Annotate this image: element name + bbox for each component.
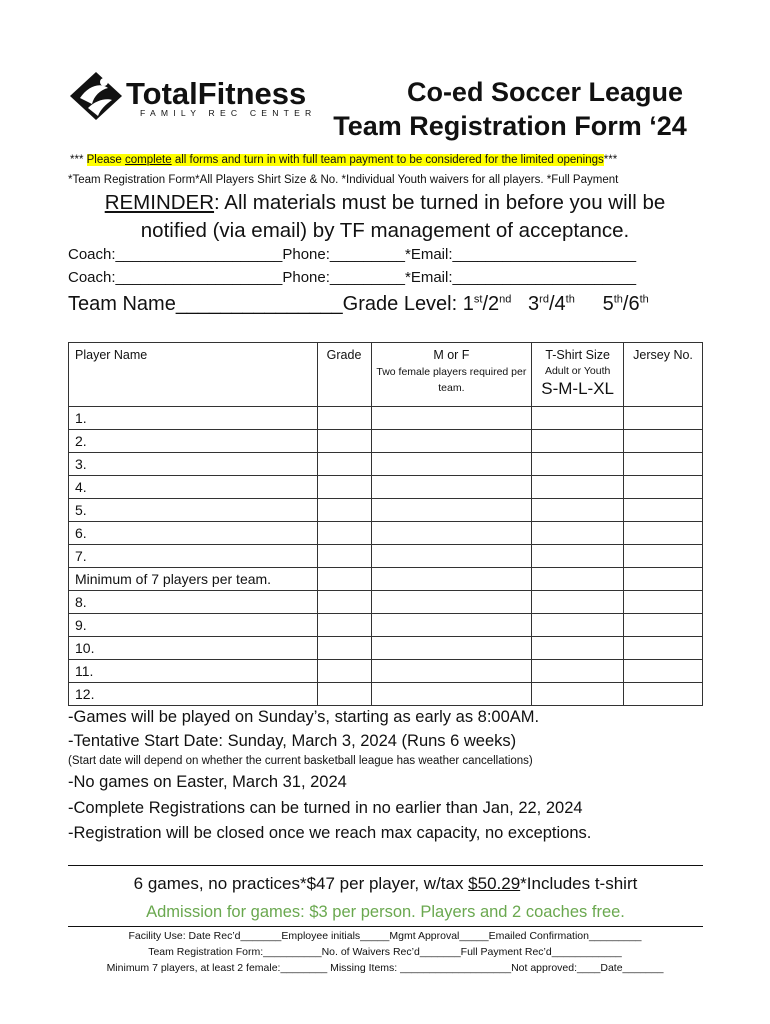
jersey-cell[interactable] <box>624 568 703 591</box>
gender-cell[interactable] <box>371 614 532 637</box>
team-name-blank[interactable]: _______________ <box>175 293 343 315</box>
gender-cell[interactable] <box>371 660 532 683</box>
grade-cell[interactable] <box>317 522 371 545</box>
jersey-cell[interactable] <box>624 430 703 453</box>
grade-sup-5: th <box>613 293 623 306</box>
tshirt-cell[interactable] <box>532 568 624 591</box>
player-name-cell[interactable]: 12. <box>69 683 318 706</box>
table-row <box>69 614 703 637</box>
table-row <box>69 591 703 614</box>
facility-use-line-3[interactable]: Minimum 7 players, at least 2 female:________ Missing Items: ___________________Not approved:____Date_______ <box>106 962 664 974</box>
jersey-cell[interactable] <box>624 522 703 545</box>
tshirt-cell[interactable] <box>532 660 624 683</box>
grade-sup-3: rd <box>539 293 549 306</box>
header-tshirt <box>532 343 624 407</box>
tshirt-cell[interactable] <box>532 407 624 430</box>
player-roster-table <box>68 342 703 706</box>
reminder-body: : All materials must be turned in before you will be notified (via email) by TF management of acceptance. <box>140 191 666 242</box>
gender-cell[interactable] <box>371 683 532 706</box>
info-start-date: -Tentative Start Date: Sunday, March 3, 2024 (Runs 6 weeks) <box>68 732 517 750</box>
pricing-includes: *Includes t-shirt <box>520 874 638 893</box>
gender-cell[interactable] <box>371 430 532 453</box>
player-name-cell[interactable]: 1. <box>69 407 318 430</box>
grade-cell[interactable] <box>317 407 371 430</box>
grade-level-label: Grade Level: 1 <box>342 293 474 315</box>
grade-cell[interactable] <box>317 499 371 522</box>
notice-prefix: *** <box>70 154 87 166</box>
info-closed: -Registration will be closed once we reach max capacity, no exceptions. <box>68 824 592 842</box>
notice-underlined-word: complete <box>124 154 172 166</box>
header-player-name: Player Name <box>69 343 318 407</box>
info-complete-registration: -Complete Registrations can be turned in no earlier than Jan, 22, 2024 <box>68 799 583 817</box>
player-name-cell[interactable]: 7. <box>69 545 318 568</box>
team-name-label: Team Name <box>68 293 176 315</box>
admission-note: Admission for games: $3 per person. Players and 2 coaches free. <box>146 903 625 921</box>
grade-cell[interactable] <box>317 545 371 568</box>
grade-3: 3 <box>511 293 540 315</box>
divider-line-top <box>68 865 703 866</box>
tshirt-cell[interactable] <box>532 637 624 660</box>
grade-sup-1: st <box>473 293 483 306</box>
header-gender-label: M or F <box>433 348 470 362</box>
requirements-line: *Team Registration Form*All Players Shirt Size & No. *Individual Youth waivers for all players. *Full Payment <box>68 174 619 186</box>
info-games: -Games will be played on Sunday’s, starting as early as 8:00AM. <box>68 708 540 726</box>
tshirt-cell[interactable] <box>532 683 624 706</box>
pricing-text: 6 games, no practices*$47 per player, w/tax <box>133 874 469 893</box>
table-row <box>69 476 703 499</box>
jersey-cell[interactable] <box>624 683 703 706</box>
tshirt-cell[interactable] <box>532 430 624 453</box>
gender-cell[interactable] <box>371 568 532 591</box>
player-name-cell[interactable]: Minimum of 7 players per team. <box>69 568 318 591</box>
grade-sup-4: th <box>565 293 575 306</box>
tshirt-cell[interactable] <box>532 522 624 545</box>
tshirt-cell[interactable] <box>532 499 624 522</box>
player-name-cell[interactable]: 10. <box>69 637 318 660</box>
info-easter: -No games on Easter, March 31, 2024 <box>68 773 347 791</box>
grade-6: /6 <box>622 293 640 315</box>
gender-cell[interactable] <box>371 499 532 522</box>
jersey-cell[interactable] <box>624 453 703 476</box>
coach-line-1[interactable]: Coach:____________________Phone:_________*Email:______________________ <box>68 246 637 263</box>
jersey-cell[interactable] <box>624 614 703 637</box>
grade-sup-2: nd <box>499 293 512 306</box>
form-title <box>300 76 720 142</box>
grade-cell[interactable] <box>317 637 371 660</box>
player-name-cell[interactable]: 9. <box>69 614 318 637</box>
tshirt-cell[interactable] <box>532 614 624 637</box>
reminder-text <box>70 189 700 245</box>
header-tshirt-sizes: S-M-L-XL <box>541 379 614 398</box>
player-name-cell[interactable]: 2. <box>69 430 318 453</box>
notice-highlight-a: Please <box>86 154 125 166</box>
header-jersey: Jersey No. <box>624 343 703 407</box>
logo-subtitle: FAMILY REC CENTER <box>140 108 316 118</box>
info-start-note: (Start date will depend on whether the current basketball league has weather cancellations) <box>68 755 533 767</box>
header-gender <box>371 343 532 407</box>
grade-cell[interactable] <box>317 568 371 591</box>
player-name-cell[interactable]: 4. <box>69 476 318 499</box>
player-name-cell[interactable]: 5. <box>69 499 318 522</box>
grade-5: 5 <box>574 293 614 315</box>
reminder-keyword: REMINDER <box>104 191 215 214</box>
table-row <box>69 453 703 476</box>
header-tshirt-label: T-Shirt Size <box>545 348 610 362</box>
tshirt-cell[interactable] <box>532 591 624 614</box>
table-row <box>69 499 703 522</box>
player-name-cell[interactable]: 6. <box>69 522 318 545</box>
table-row <box>69 683 703 706</box>
header-tshirt-note: Adult or Youth <box>544 365 611 377</box>
gender-cell[interactable] <box>371 637 532 660</box>
notice-highlight <box>87 154 604 166</box>
grade-cell[interactable] <box>317 683 371 706</box>
table-row <box>69 545 703 568</box>
grade-2: /2 <box>482 293 500 315</box>
tshirt-cell[interactable] <box>532 545 624 568</box>
table-row <box>69 522 703 545</box>
table-row <box>69 637 703 660</box>
grade-sup-6: th <box>639 293 649 306</box>
grade-4: /4 <box>548 293 566 315</box>
jersey-cell[interactable] <box>624 545 703 568</box>
notice-highlight-b: all forms and turn in with full team payment to be considered for the limited openings <box>171 154 604 166</box>
notice-suffix: *** <box>603 154 618 166</box>
pricing-line <box>68 872 703 896</box>
jersey-cell[interactable] <box>624 407 703 430</box>
total-fitness-logo <box>66 68 316 140</box>
jersey-cell[interactable] <box>624 476 703 499</box>
jersey-cell[interactable] <box>624 637 703 660</box>
jersey-cell[interactable] <box>624 591 703 614</box>
team-name-grade-line[interactable] <box>68 290 649 318</box>
tshirt-cell[interactable] <box>532 476 624 499</box>
logo-wordmark: TotalFitness <box>126 76 307 111</box>
table-row <box>69 568 703 591</box>
facility-use-line-2[interactable]: Team Registration Form:__________No. of Waivers Rec’d_______Full Payment Rec’d____________ <box>148 946 622 958</box>
grade-cell[interactable] <box>317 453 371 476</box>
gender-cell[interactable] <box>371 522 532 545</box>
table-row <box>69 660 703 683</box>
header-gender-note: Two female players required per team. <box>376 366 527 394</box>
table-row <box>69 430 703 453</box>
gender-cell[interactable] <box>371 407 532 430</box>
header-grade: Grade <box>317 343 371 407</box>
roster-body <box>69 407 703 706</box>
gender-cell[interactable] <box>371 545 532 568</box>
player-name-cell[interactable]: 8. <box>69 591 318 614</box>
grade-cell[interactable] <box>317 614 371 637</box>
divider-line-bottom <box>68 926 703 927</box>
tshirt-cell[interactable] <box>532 453 624 476</box>
table-row <box>69 407 703 430</box>
grade-cell[interactable] <box>317 476 371 499</box>
submission-notice <box>70 152 710 168</box>
grade-cell[interactable] <box>317 430 371 453</box>
jersey-cell[interactable] <box>624 499 703 522</box>
facility-use-line-1[interactable]: Facility Use: Date Rec’d_______Employee initials_____Mgmt Approval_____Emailed Confirmation_________ <box>128 930 642 942</box>
grade-cell[interactable] <box>317 660 371 683</box>
gender-cell[interactable] <box>371 476 532 499</box>
jersey-cell[interactable] <box>624 660 703 683</box>
table-header-row <box>69 343 703 407</box>
grade-cell[interactable] <box>317 591 371 614</box>
coach-line-2[interactable]: Coach:____________________Phone:_________*Email:______________________ <box>68 269 637 286</box>
gender-cell[interactable] <box>371 591 532 614</box>
player-name-cell[interactable]: 11. <box>69 660 318 683</box>
player-name-cell[interactable]: 3. <box>69 453 318 476</box>
gender-cell[interactable] <box>371 453 532 476</box>
title-line-1: Co-ed Soccer League <box>406 77 684 107</box>
pricing-amount: $50.29 <box>468 874 521 893</box>
title-line-2: Team Registration Form ‘24 <box>333 111 687 141</box>
